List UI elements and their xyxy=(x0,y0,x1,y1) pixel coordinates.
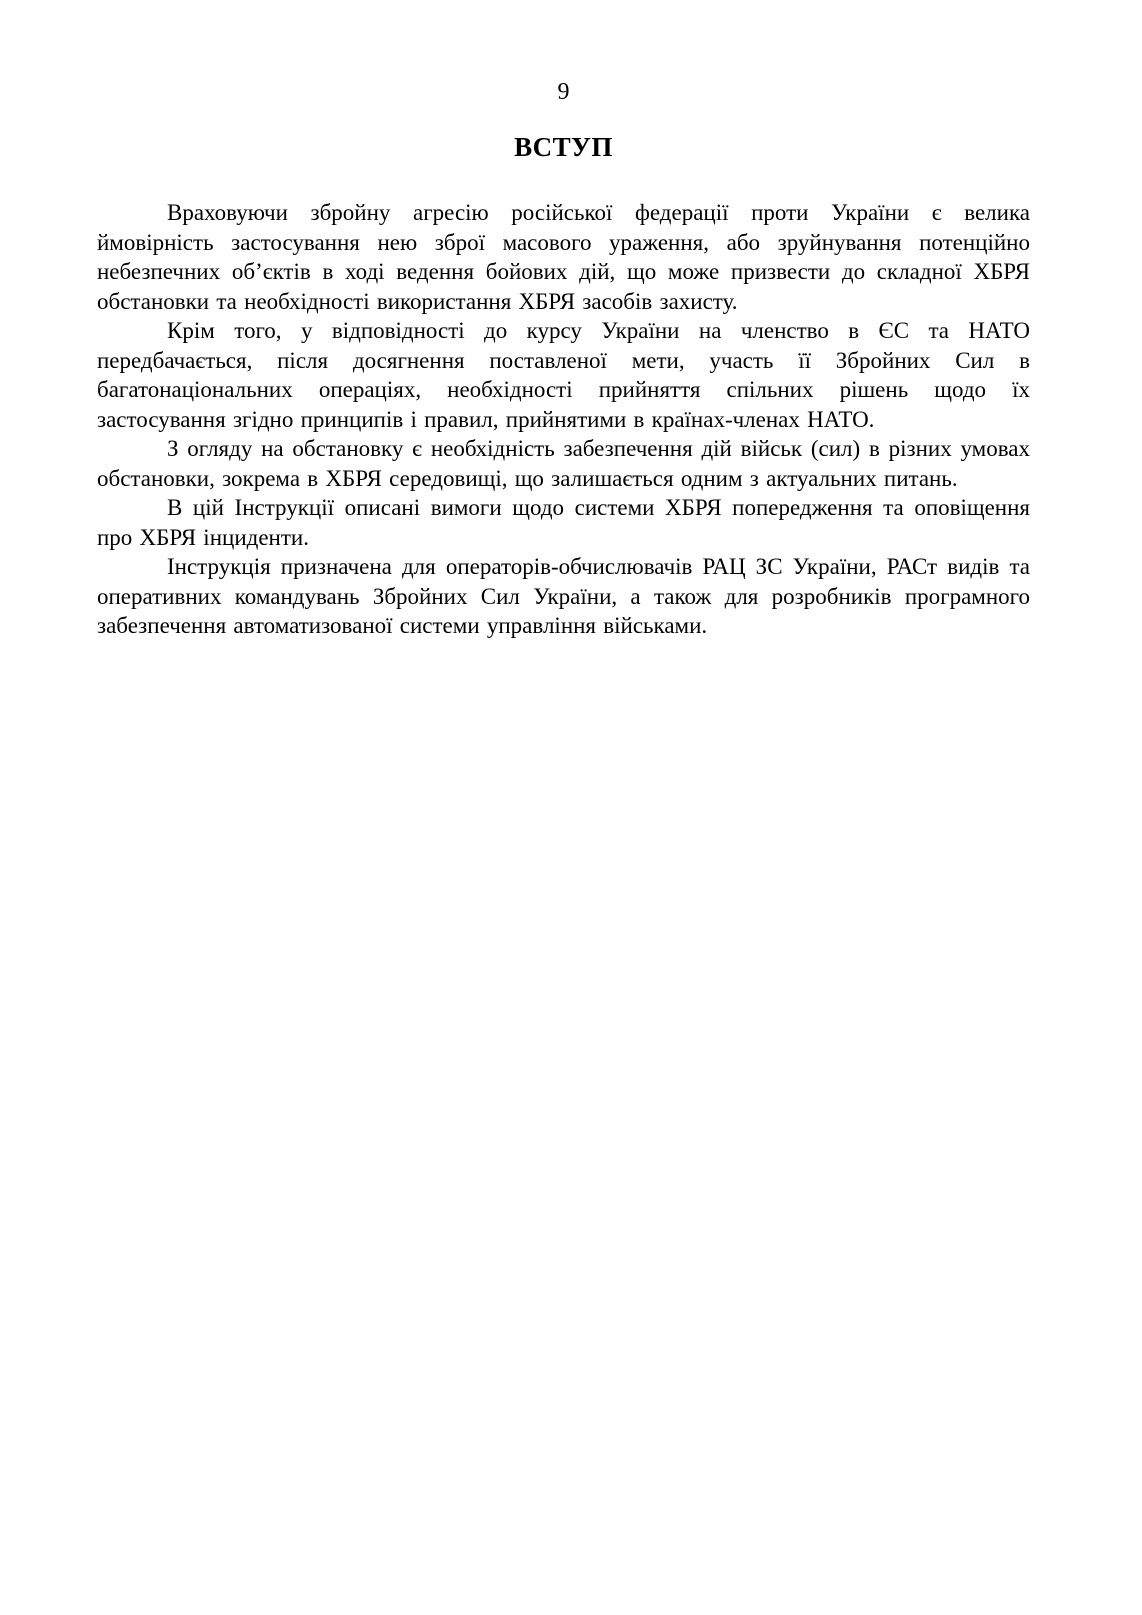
paragraph: В цій Інструкції описані вимоги щодо системи ХБРЯ попередження та оповіщення про ХБРЯ інциденти. xyxy=(97,495,1030,550)
paragraph: Враховуючи збройну агресію російської федерації проти України є велика ймовірність застосування нею зброї масового ураження, або зруйнування потенційно небезпечних об’єктів в ході ведення бойових дій, що може призвести до складної ХБРЯ обстановки та необхідності використання ХБРЯ засобів захисту. xyxy=(97,200,1030,314)
paragraph: Крім того, у відповідності до курсу України на членство в ЄС та НАТО передбачається, після досягнення поставленої мети, участь її Збройних Сил в багатонаціональних операціях, необхідності прийняття спільних рішень щодо їх застосування згідно принципів і правил, прийнятими в країнах-членах НАТО. xyxy=(97,318,1030,432)
paragraph: З огляду на обстановку є необхідність забезпечення дій військ (сил) в різних умовах обстановки, зокрема в ХБРЯ середовищі, що залишається одним з актуальних питань. xyxy=(97,436,1030,491)
document-body xyxy=(97,198,1030,641)
page-title: ВСТУП xyxy=(514,132,613,162)
page-number: 9 xyxy=(557,79,570,105)
paragraph: Інструкція призначена для операторів-обчислювачів РАЦ ЗС України, РАСт видів та оперативних командувань Збройних Сил України, а також для розробників програмного забезпечення автоматизованої системи управління військами. xyxy=(97,554,1030,638)
